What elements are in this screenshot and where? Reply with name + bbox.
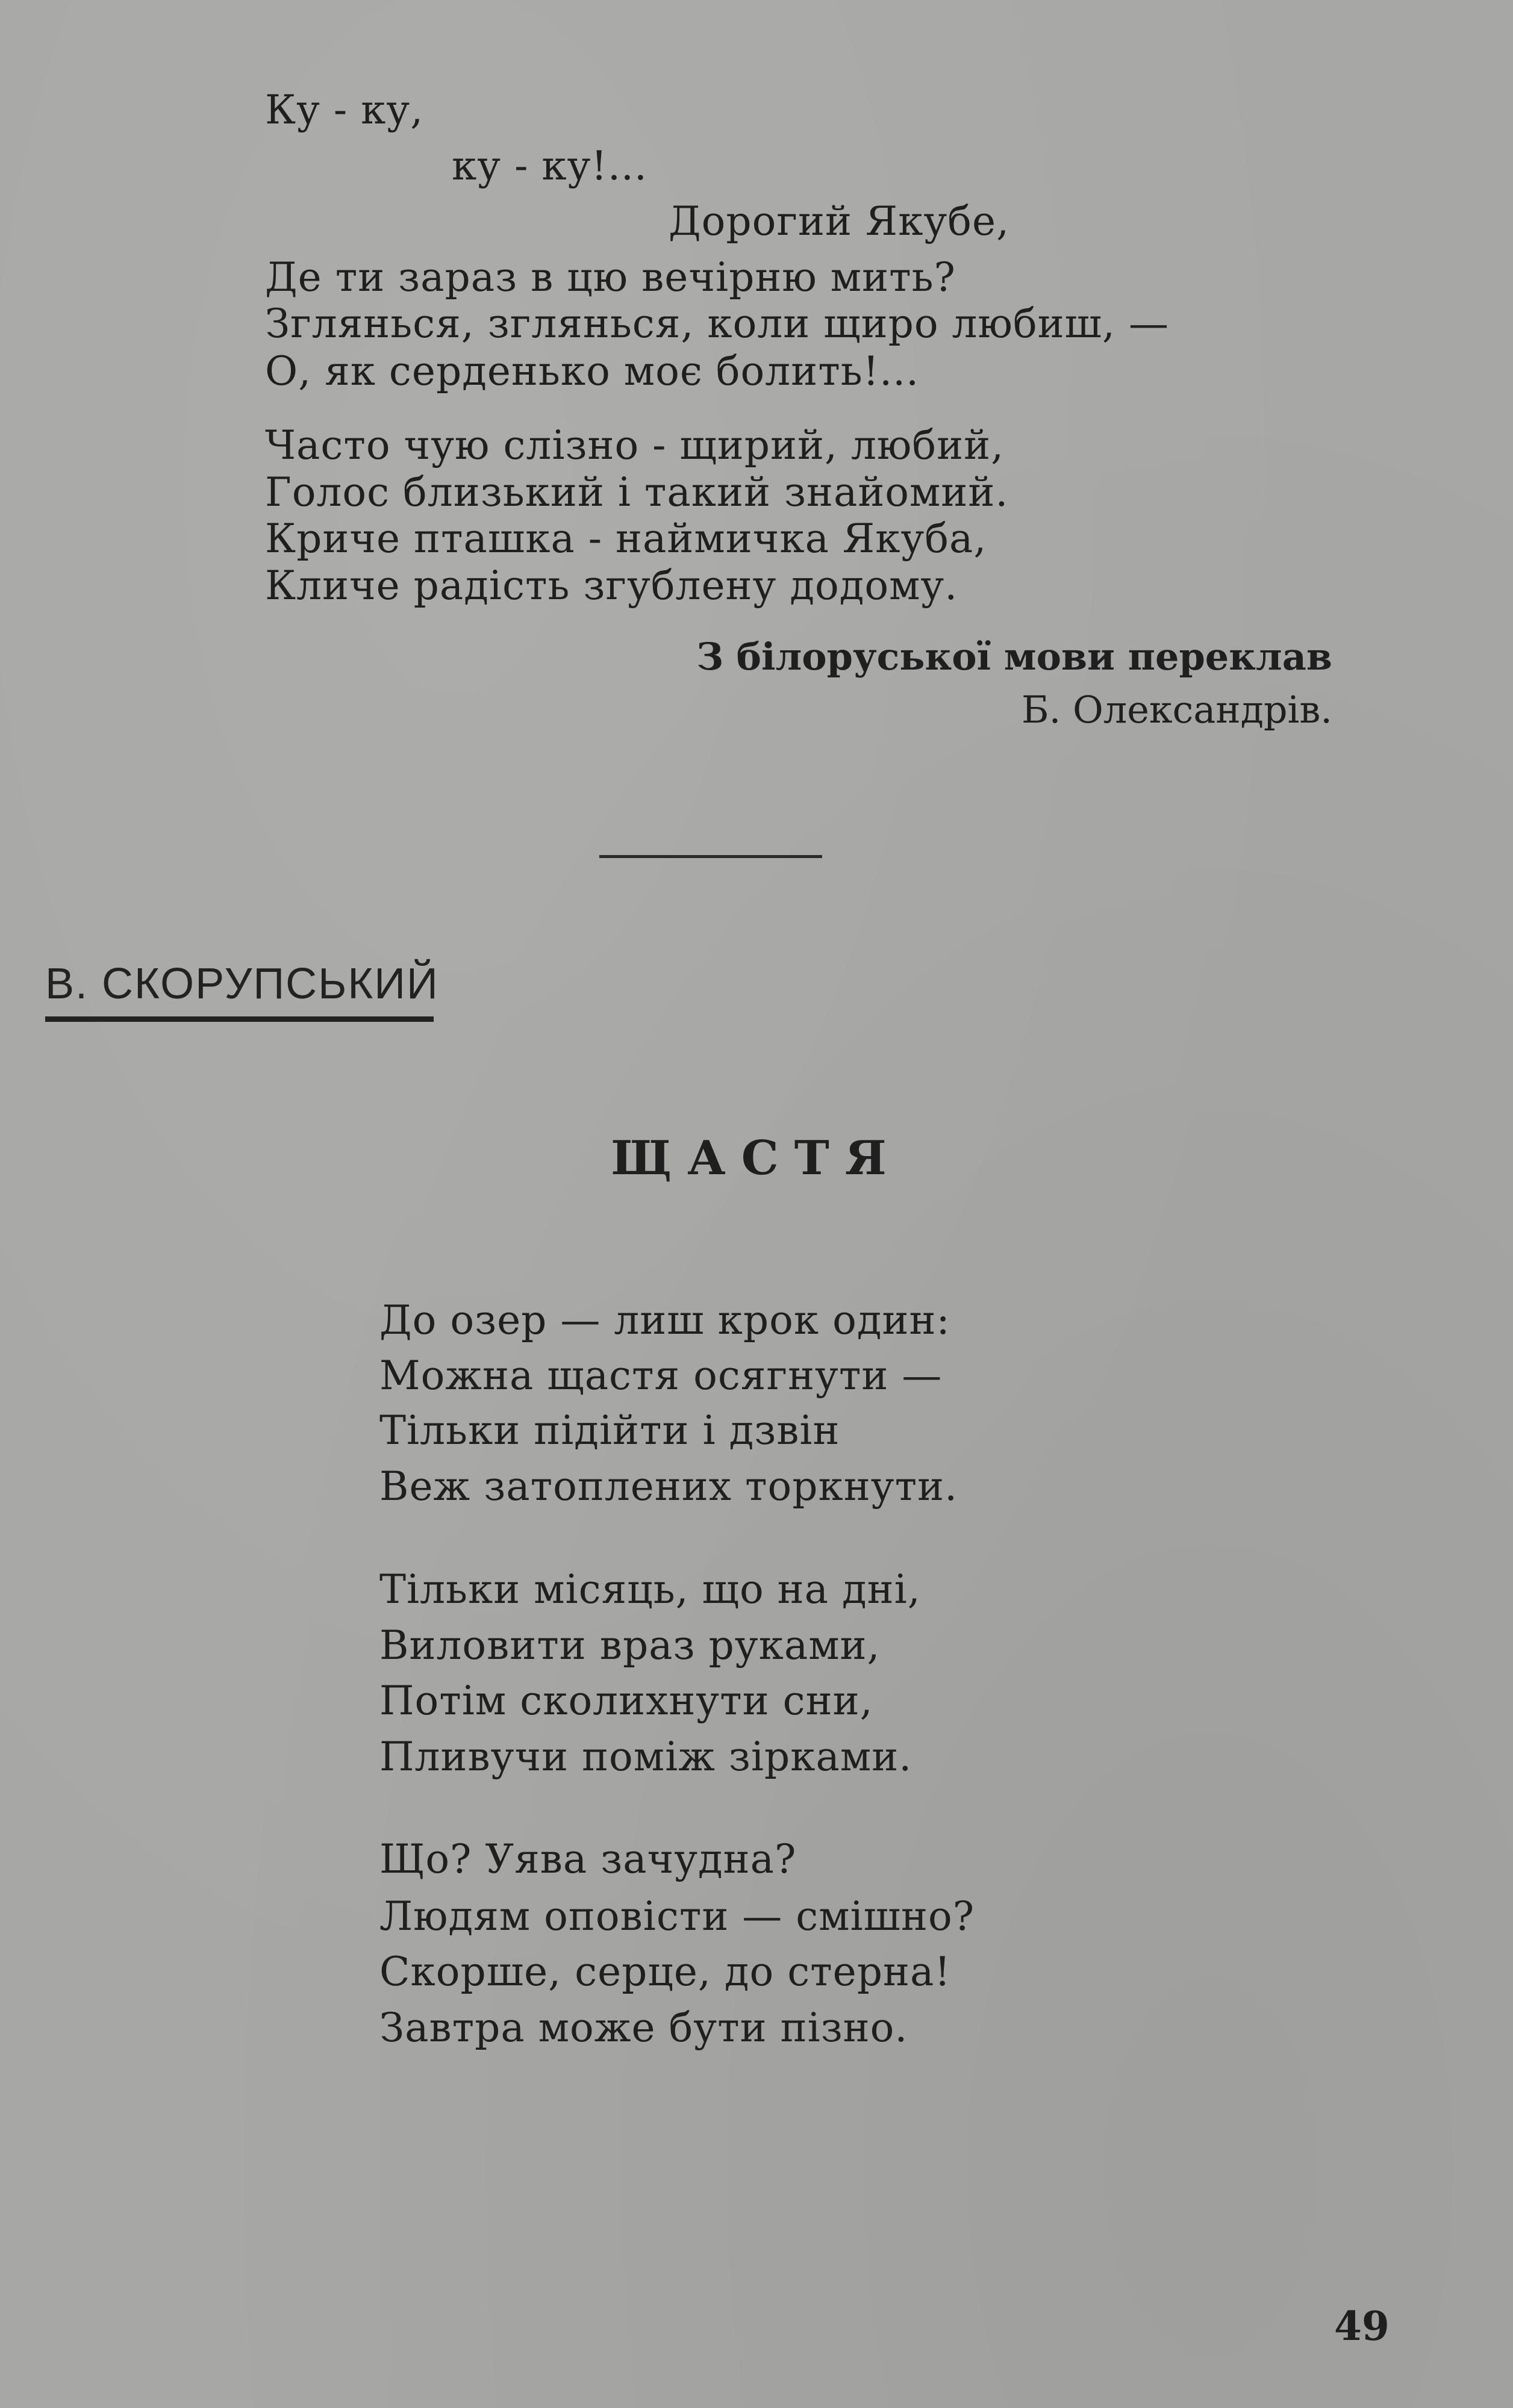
author-underline: [45, 1016, 434, 1022]
poem-1-line: Голос близький і такий знайомий.: [265, 469, 1009, 515]
poem-2-line: Тільки підійти і дзвін: [379, 1407, 840, 1454]
poem-2-line: Людям оповісти — смішно?: [379, 1893, 975, 1940]
poem-1-line: Кличе радість згублену додому.: [265, 562, 958, 609]
poem-1-line: Зглянься, зглянься, коли щиро любиш, —: [265, 300, 1169, 347]
translator-name: Б. Олександрів.: [1022, 688, 1332, 732]
page-number: 49: [1334, 2303, 1390, 2350]
poem-2-line: Можна щастя осягнути —: [379, 1352, 943, 1399]
poem-2-line: Що? Уява зачудна?: [379, 1836, 797, 1882]
poem-1-line: ку - ку!...: [452, 143, 647, 189]
poem-2-line: До озер — лиш крок один:: [379, 1297, 950, 1343]
poem-title: ЩАСТЯ: [611, 1131, 902, 1186]
poem-2-line: Тільки місяць, що на дні,: [379, 1566, 921, 1613]
poem-1-line: Криче пташка - наймичка Якуба,: [265, 515, 987, 562]
poem-2-line: Веж затоплених торкнути.: [379, 1463, 958, 1510]
poem-2-line: Скорше, серце, до стерна!: [379, 1949, 951, 1995]
poem-1-line: Де ти зараз в цю вечірню мить?: [265, 254, 956, 300]
section-divider: [599, 855, 822, 858]
poem-1-line: Часто чую слізно - щирий, любий,: [265, 422, 1005, 468]
poem-2-line: Пливучи поміж зірками.: [379, 1734, 912, 1780]
author-name: В. СКОРУПСЬКИЙ: [45, 960, 439, 1008]
poem-1-line: Дорогий Якубе,: [669, 198, 1010, 244]
translation-note: З білоруської мови переклав: [696, 635, 1332, 679]
poem-2-line: Завтра може бути пізно.: [379, 2005, 908, 2051]
poem-1-line: О, як серденько моє болить!...: [265, 348, 920, 394]
poem-2-line: Виловити враз руками,: [379, 1622, 881, 1669]
poem-1-line: Ку - ку,: [265, 87, 424, 133]
poem-2-line: Потім сколихнути сни,: [379, 1678, 873, 1724]
